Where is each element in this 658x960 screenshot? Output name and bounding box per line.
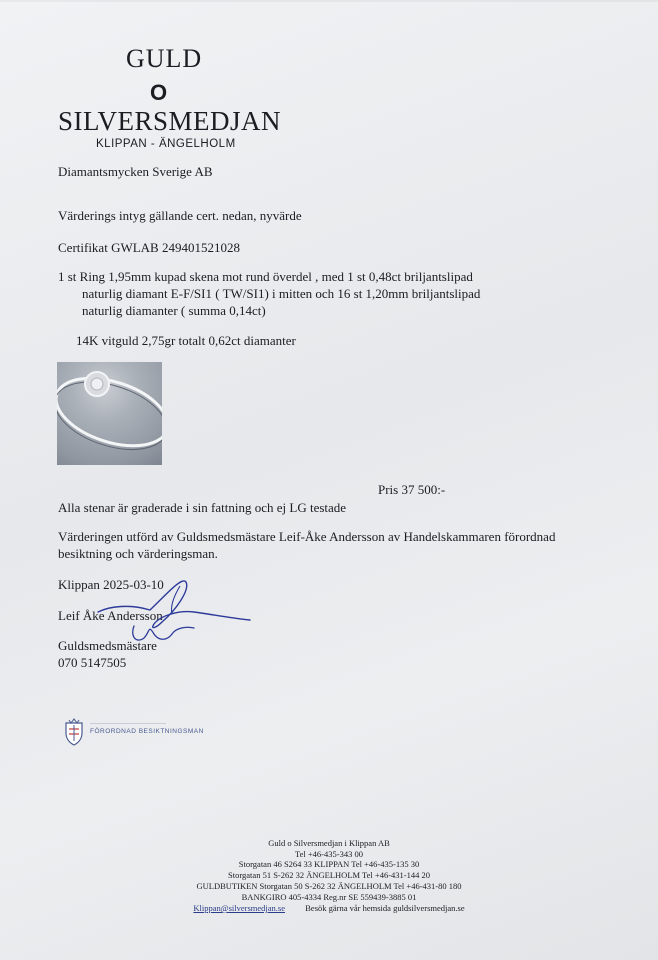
footer-line-6: BANKGIRO 405-4334 Reg.nr SE 559439-3885 01 [241, 892, 417, 902]
signer-name: Leif Åke Andersson [58, 608, 163, 623]
ring-photo [57, 362, 162, 465]
footer-line-4: Storgatan 51 S-262 32 ÄNGELHOLM Tel +46-431-144 20 [228, 870, 430, 880]
letterhead-silversmedjan: SILVERSMEDJAN [58, 106, 282, 136]
footer-line-3: Storgatan 46 S264 33 KLIPPAN Tel +46-435-135 30 [238, 859, 420, 869]
handwritten-signature [90, 566, 260, 656]
signer-phone: 070 5147505 [58, 655, 127, 670]
seal-text: FÖRORDNAD BESIKTNINGSMAN [90, 728, 204, 735]
description-line-1: 1 st Ring 1,95mm kupad skena mot rund överdel , med 1 st 0,48ct briljantslipad [58, 269, 473, 284]
price: Pris 37 500:- [378, 482, 446, 497]
appraisal-line-1: Värderingen utförd av Guldsmedsmästare Leif-Åke Andersson av Handelskammaren förordnad [58, 529, 556, 544]
letterhead-location: KLIPPAN - ÄNGELHOLM [96, 138, 236, 150]
website-note: Besök gärna vår hemsida guldsilversmedjan.se [305, 903, 465, 913]
footer-line-5: GULDBUTIKEN Storgatan 50 S-262 32 ÄNGELHOLM Tel +46-431-80 180 [196, 881, 462, 891]
footer-line-2: Tel +46-435-343 00 [295, 849, 363, 859]
description-line-3: naturlig diamanter ( summa 0,14ct) [82, 303, 266, 318]
description-line-2: naturlig diamant E-F/SI1 ( TW/SI1) i mitten och 16 st 1,20mm briljantslipad [82, 286, 481, 301]
graded-note: Alla stenar är graderade i sin fattning och ej LG testade [58, 500, 347, 515]
place-date: Klippan 2025-03-10 [58, 577, 164, 592]
letterhead-o: O [150, 80, 168, 105]
letterhead-guld: GULD [126, 44, 203, 73]
totals-line: 14K vitguld 2,75gr totalt 0,62ct diamanter [76, 333, 296, 348]
intro-line: Värderings intyg gällande cert. nedan, nyvärde [58, 208, 302, 223]
signer-title: Guldsmedsmästare [58, 638, 157, 653]
footer-line-1: Guld o Silversmedjan i Klippan AB [268, 838, 390, 848]
seal-small-print: ——————————————————— [90, 720, 166, 725]
email-link[interactable]: Klippan@silversmedjan.se [193, 903, 286, 913]
ring-illustration [57, 362, 162, 465]
crest-icon [62, 717, 86, 747]
footer-line-7 [0, 903, 658, 913]
paper-edge [0, 0, 658, 2]
appraisal-line-2: besiktning och värderingsman. [58, 546, 218, 561]
company-name: Diamantsmycken Sverige AB [58, 164, 213, 179]
certificate-line: Certifikat GWLAB 249401521028 [58, 240, 240, 255]
